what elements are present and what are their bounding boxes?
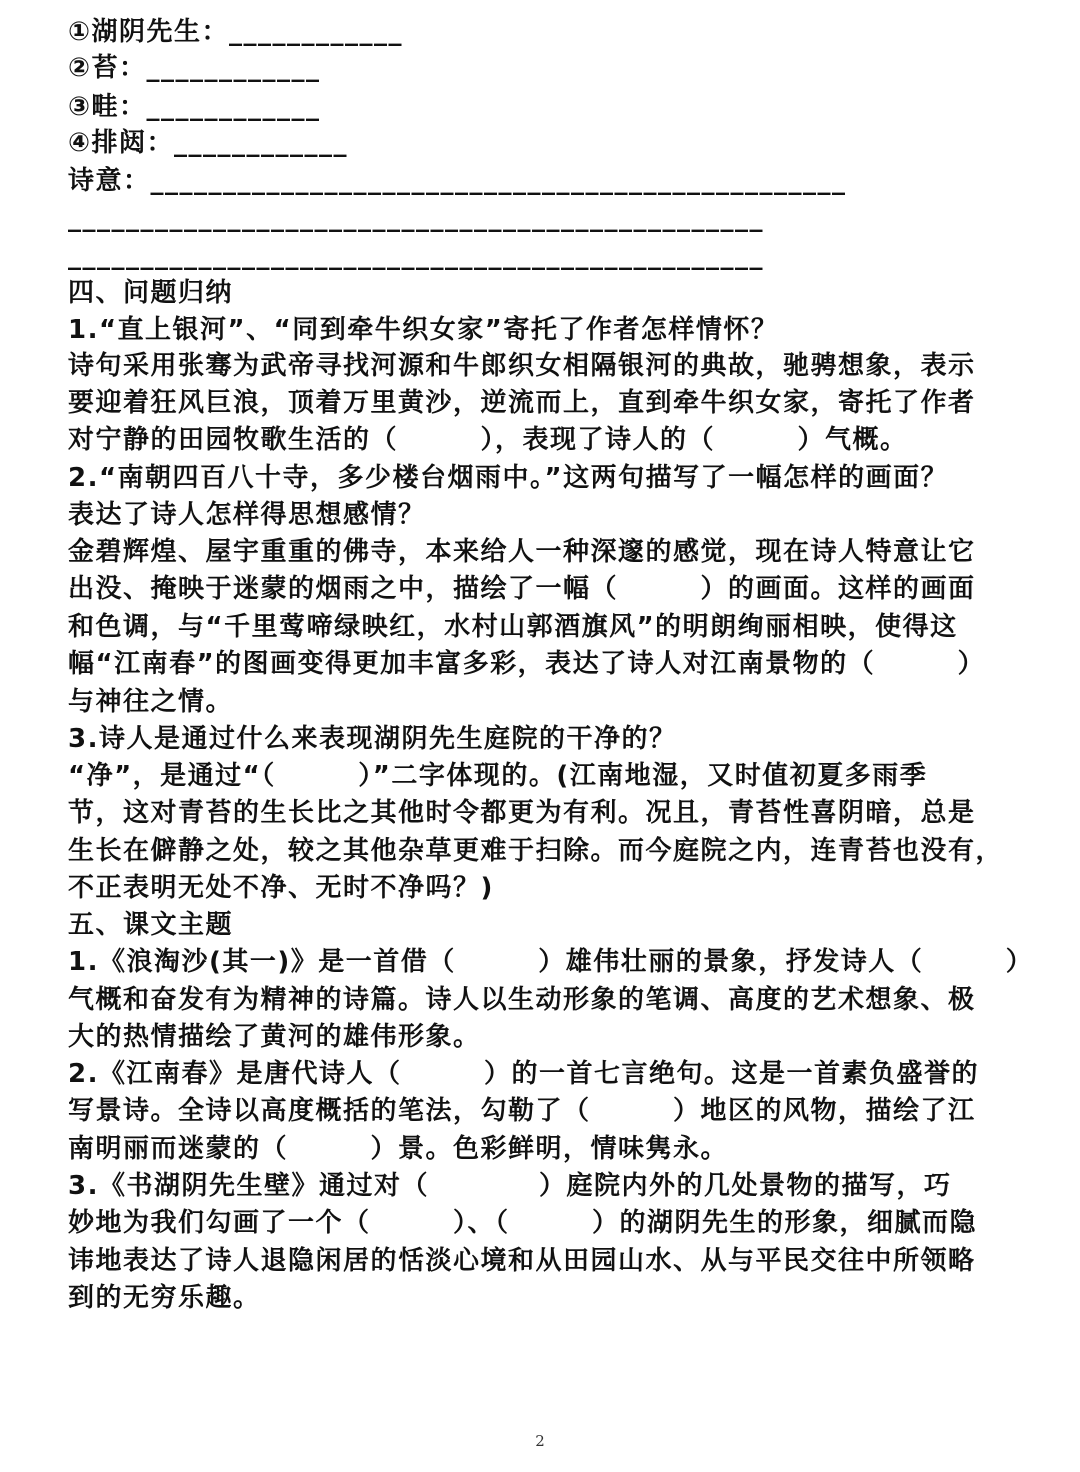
text-line: 对宁静的田园牧歌生活的（ ），表现了诗人的（ ）气概。 bbox=[68, 425, 908, 455]
text-line: 四、问题归纳 bbox=[68, 278, 234, 308]
text-line: ________________________________________________ bbox=[68, 203, 764, 233]
text-line: 诗句采用张骞为武帝寻找河源和牛郎织女相隔银河的典故，驰骋想象，表示 bbox=[68, 351, 976, 381]
text-line: ②苔：____________ bbox=[68, 53, 321, 83]
text-line: 和色调，与“千里莺啼绿映红，水村山郭酒旗风”的明朗绚丽相映，使得这 bbox=[68, 612, 958, 642]
text-line: 讳地表达了诗人退隐闲居的恬淡心境和从田园山水、从与平民交往中所领略 bbox=[68, 1246, 976, 1276]
text-line: 写景诗。全诗以高度概括的笔法，勾勒了（ ）地区的风物，描绘了江 bbox=[68, 1096, 976, 1126]
text-line: “净”，是通过“（ ）”二字体现的。(江南地湿，又时值初夏多雨季 bbox=[68, 761, 928, 791]
text-line: 与神往之情。 bbox=[68, 687, 234, 717]
text-line: 1.《浪淘沙(其一)》是一首借（ ）雄伟壮丽的景象，抒发诗人（ ） bbox=[68, 947, 1034, 977]
text-line: ①湖阴先生：____________ bbox=[68, 17, 404, 47]
text-line: 幅“江南春”的图画变得更加丰富多彩，表达了诗人对江南景物的（ ） bbox=[68, 649, 986, 679]
text-line: 3.《书湖阴先生壁》通过对（ ）庭院内外的几处景物的描写，巧 bbox=[68, 1171, 952, 1201]
text-line: 妙地为我们勾画了一个（ ）、（ ）的湖阴先生的形象，细腻而隐 bbox=[68, 1208, 978, 1238]
text-line: 南明丽而迷蒙的（ ）景。色彩鲜明，情味隽永。 bbox=[68, 1134, 729, 1164]
text-line: 出没、掩映于迷蒙的烟雨之中，描绘了一幅（ ）的画面。这样的画面 bbox=[68, 574, 976, 604]
text-line: 1.“直上银河”、“同到牵牛织女家”寄托了作者怎样情怀？ bbox=[68, 315, 779, 345]
text-line: 大的热情描绘了黄河的雄伟形象。 bbox=[68, 1022, 481, 1052]
text-line: 要迎着狂风巨浪，顶着万里黄沙，逆流而上，直到牵牛织女家，寄托了作者 bbox=[68, 388, 976, 418]
text-line: 生长在僻静之处，较之其他杂草更难于扫除。而今庭院之内，连青苔也没有， bbox=[68, 836, 1004, 866]
text-line: 五、课文主题 bbox=[68, 910, 234, 940]
text-line: 金碧辉煌、屋宇重重的佛寺，本来给人一种深邃的感觉，现在诗人特意让它 bbox=[68, 537, 976, 567]
page-number: 2 bbox=[535, 1432, 545, 1450]
text-line: 不正表明无处不净、无时不净吗？) bbox=[68, 873, 494, 903]
text-line: ③畦：____________ bbox=[68, 92, 321, 122]
text-line: ④排闼：____________ bbox=[68, 128, 349, 158]
text-line: 到的无穷乐趣。 bbox=[68, 1283, 261, 1313]
text-line: ________________________________________________ bbox=[68, 241, 764, 271]
text-line: 2.“南朝四百八十寺，多少楼台烟雨中。”这两句描写了一幅怎样的画面？ bbox=[68, 463, 949, 493]
text-line: 气概和奋发有为精神的诗篇。诗人以生动形象的笔调、高度的艺术想象、极 bbox=[68, 985, 976, 1015]
text-line: 诗意：________________________________________________ bbox=[68, 166, 847, 196]
text-line: 3.诗人是通过什么来表现湖阴先生庭院的干净的？ bbox=[68, 724, 677, 754]
text-line: 节，这对青苔的生长比之其他时令都更为有利。况且，青苔性喜阴暗，总是 bbox=[68, 798, 976, 828]
text-line: 表达了诗人怎样得思想感情？ bbox=[68, 500, 426, 530]
text-line: 2.《江南春》是唐代诗人（ ）的一首七言绝句。这是一首素负盛誉的 bbox=[68, 1059, 979, 1089]
